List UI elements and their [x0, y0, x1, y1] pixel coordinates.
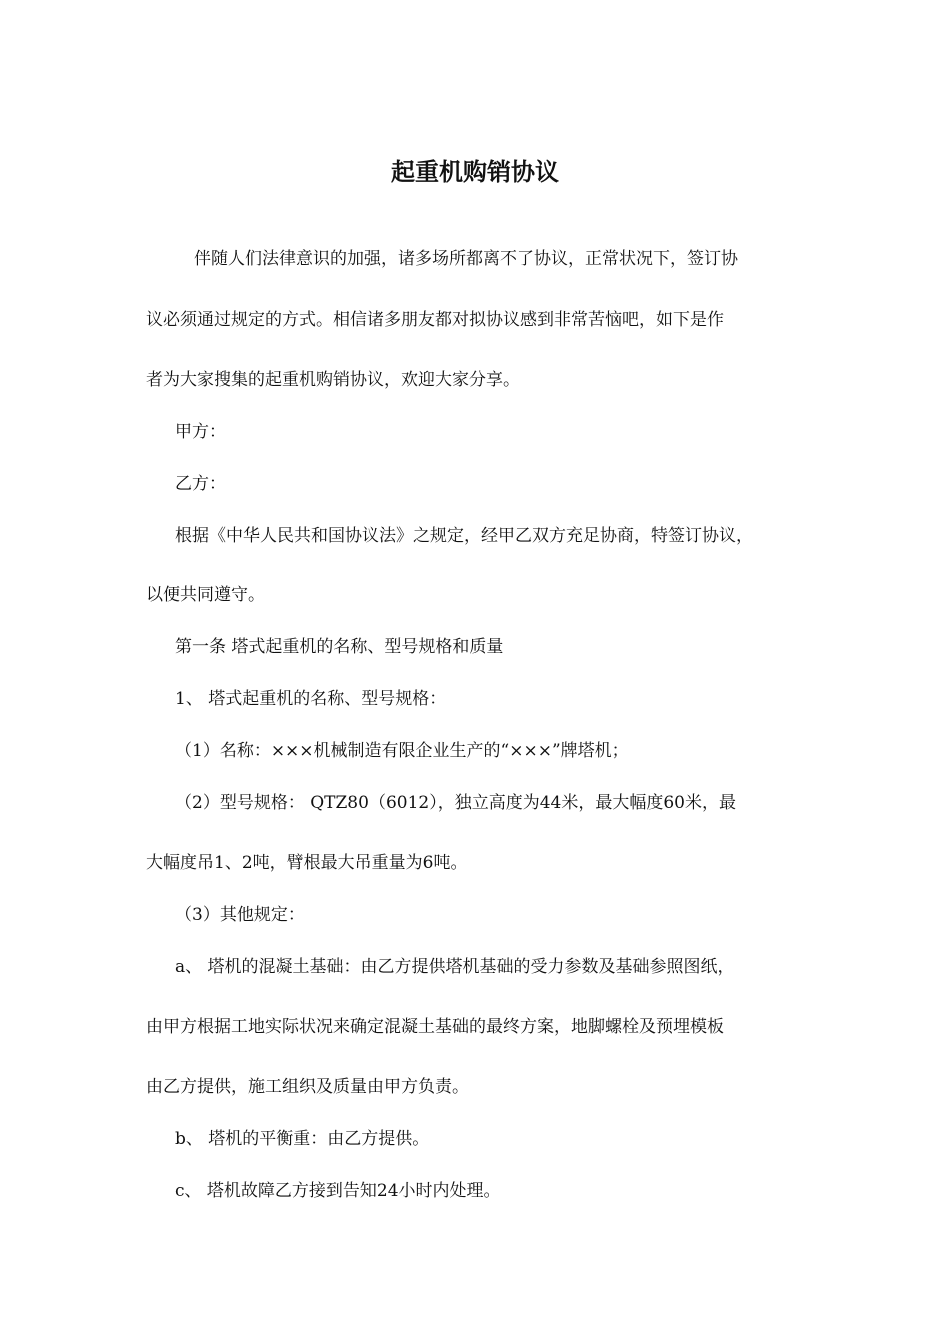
paragraph-line: （1）名称：×××机械制造有限企业生产的“×××”牌塔机； — [175, 741, 629, 761]
paragraph-line: （3）其他规定： — [175, 905, 305, 925]
paragraph-line: 1、 塔式起重机的名称、型号规格： — [175, 689, 447, 709]
paragraph-line: （2）型号规格： QTZ80（6012），独立高度为44米，最大幅度60米，最 — [175, 793, 736, 813]
paragraph-line: c、 塔机故障乙方接到告知24小时内处理。 — [175, 1181, 501, 1201]
paragraph-line: 由甲方根据工地实际状况来确定混凝土基础的最终方案，地脚螺栓及预埋模板 — [146, 1017, 724, 1037]
paragraph-line: 第一条 塔式起重机的名称、型号规格和质量 — [175, 637, 504, 657]
paragraph-line: 根据《中华人民共和国协议法》之规定，经甲乙双方充足协商，特签订协议， — [175, 526, 753, 546]
paragraph-line: 乙方： — [175, 474, 226, 494]
paragraph-line: a、 塔机的混凝土基础：由乙方提供塔机基础的受力参数及基础参照图纸， — [175, 957, 735, 977]
paragraph-line: 议必须通过规定的方式。相信诸多朋友都对拟协议感到非常苦恼吧，如下是作 — [146, 310, 724, 330]
paragraph-line: 者为大家搜集的起重机购销协议，欢迎大家分享。 — [146, 370, 520, 390]
paragraph-line: 伴随人们法律意识的加强，诸多场所都离不了协议，正常状况下，签订协 — [194, 249, 738, 269]
paragraph-line: 由乙方提供，施工组织及质量由甲方负责。 — [146, 1077, 469, 1097]
document-title: 起重机购销协议 — [391, 158, 559, 186]
paragraph-line: b、 塔机的平衡重：由乙方提供。 — [175, 1129, 430, 1149]
paragraph-line: 甲方： — [175, 422, 226, 442]
paragraph-line: 大幅度吊1、2吨，臂根最大吊重量为6吨。 — [146, 853, 468, 873]
paragraph-line: 以便共同遵守。 — [146, 585, 265, 605]
